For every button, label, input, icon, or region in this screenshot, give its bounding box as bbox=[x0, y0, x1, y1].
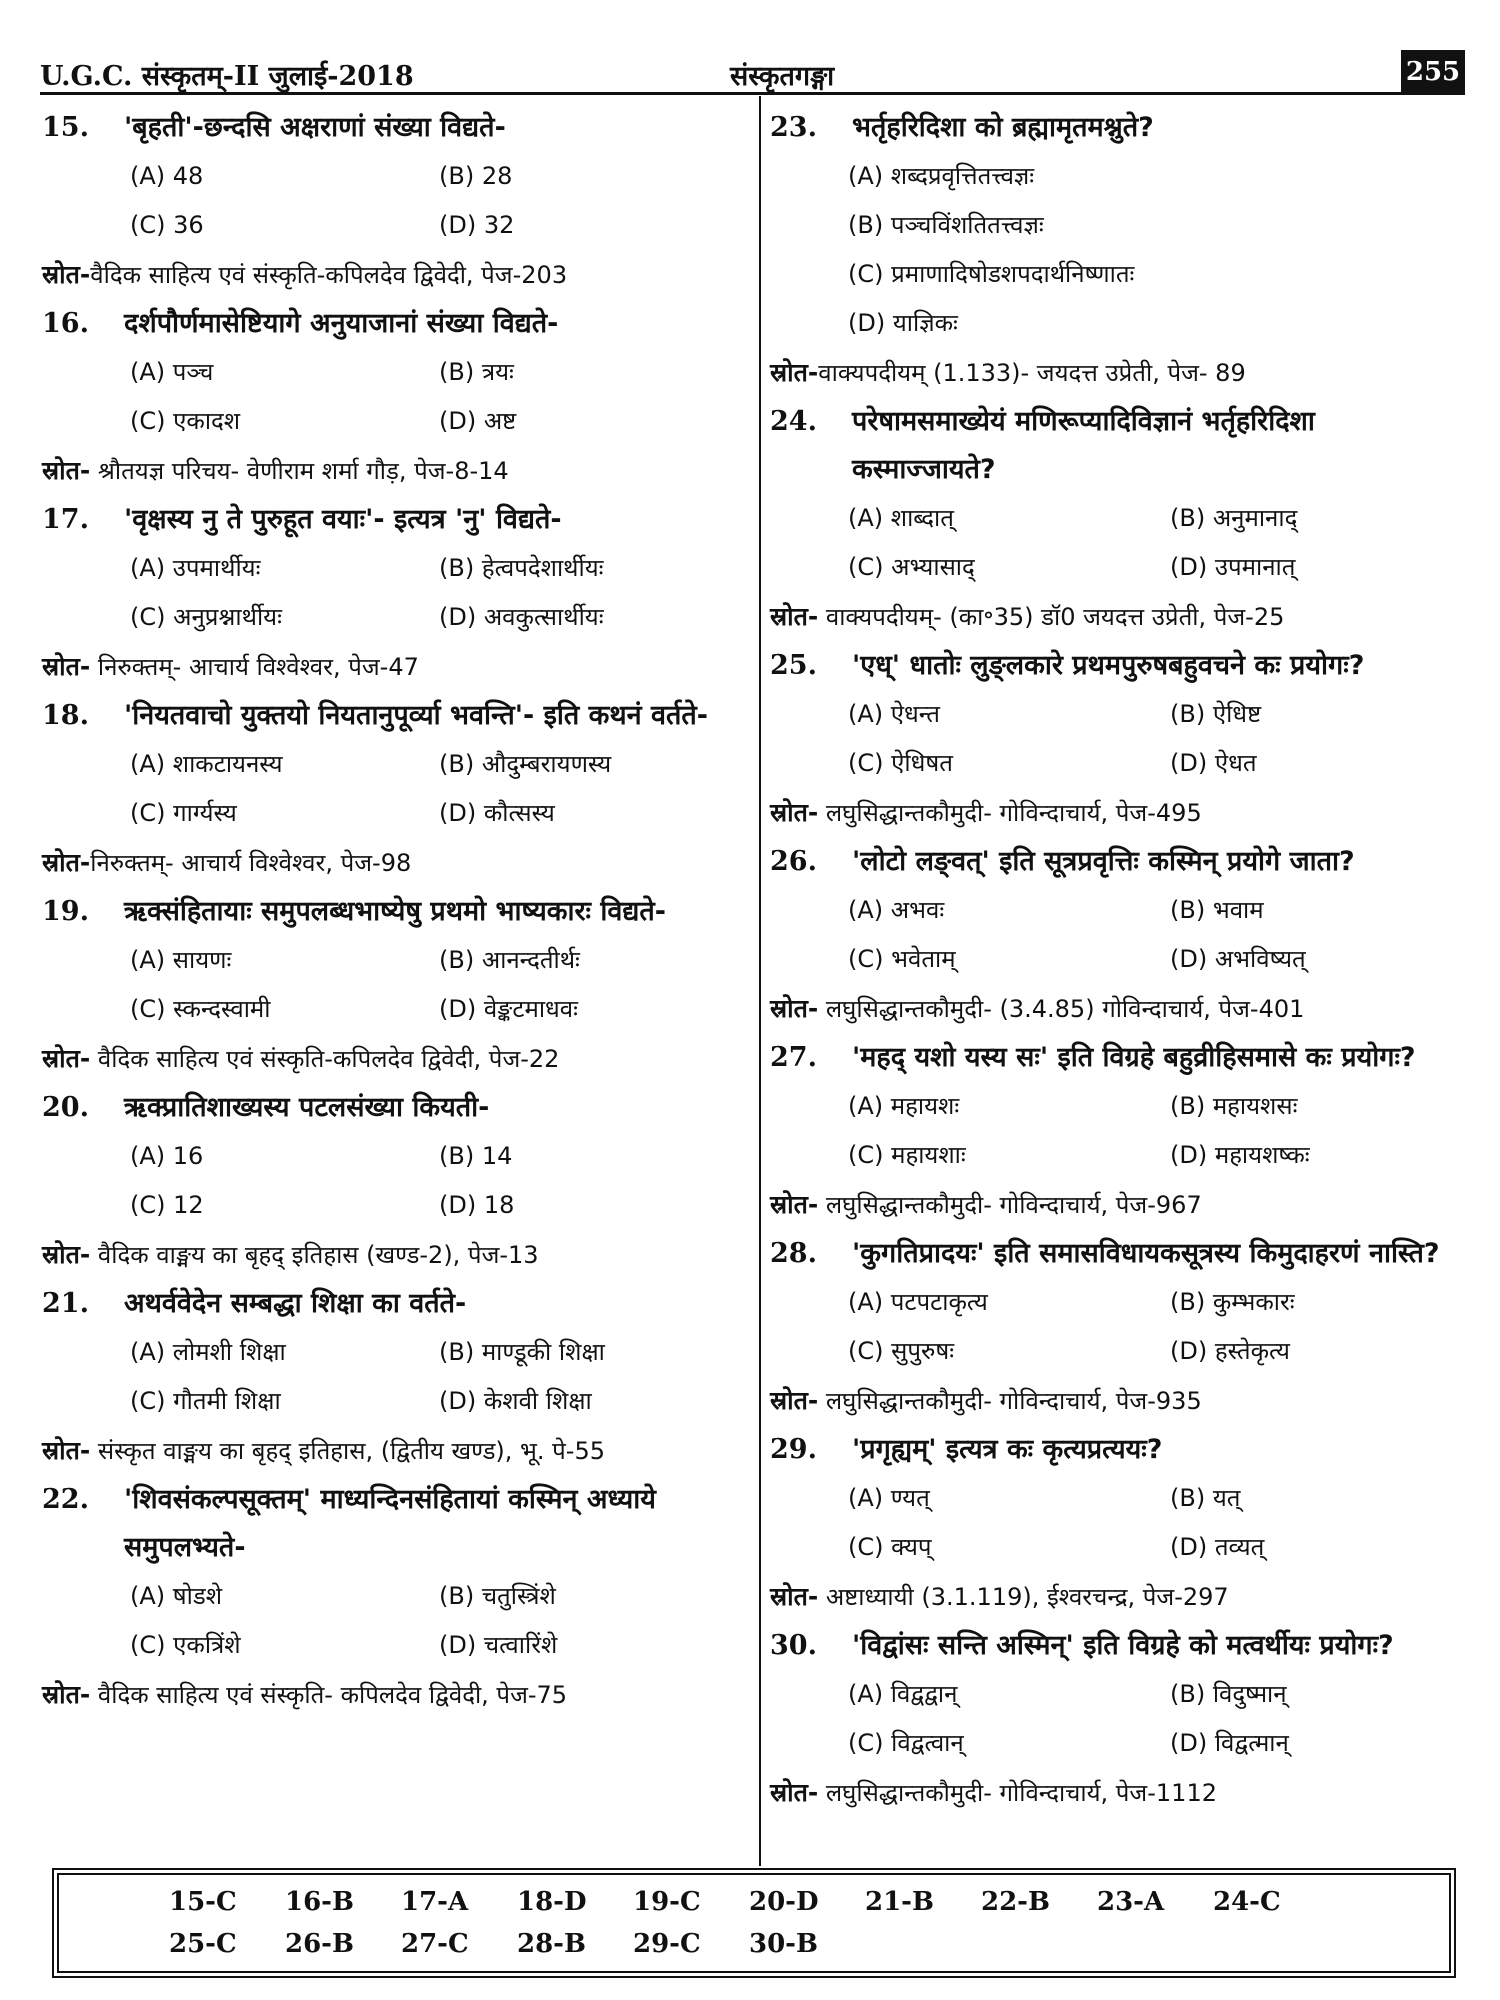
question-line bbox=[42, 1476, 748, 1572]
option-item: (D) महायशष्कः bbox=[1170, 1141, 1310, 1169]
answer-item: 17-A bbox=[401, 1887, 469, 1917]
question-number: 22. bbox=[42, 1484, 89, 1515]
option-item: (B) हेत्वपदेशार्थीयः bbox=[439, 554, 604, 582]
question-line bbox=[770, 642, 1465, 690]
source-text: वाक्यपदीयम्- (का॰35) डॉ0 जयदत्त उप्रेती, पेज-25 bbox=[818, 603, 1285, 631]
option-item: (C) 36 bbox=[130, 211, 204, 239]
options-grid bbox=[42, 152, 748, 250]
option-item: (D) अवकुत्सार्थीयः bbox=[439, 603, 604, 631]
option-item: (B) आनन्दतीर्थः bbox=[439, 946, 580, 974]
source-label: स्रोत- bbox=[42, 848, 91, 877]
question-text: 'बृहती'-छन्दसि अक्षराणां संख्या विद्यते- bbox=[124, 112, 506, 143]
option-item: (B) 14 bbox=[439, 1142, 513, 1170]
options-grid bbox=[770, 1670, 1465, 1768]
question-block bbox=[770, 642, 1465, 838]
answer-item: 21-B bbox=[865, 1887, 934, 1917]
column-divider bbox=[759, 96, 761, 1866]
source-line bbox=[770, 348, 1465, 398]
option-item: (C) विद्वत्वान् bbox=[848, 1729, 964, 1757]
source-label: स्रोत- bbox=[770, 1778, 819, 1807]
source-text: लघुसिद्धान्तकौमुदी- गोविन्दाचार्य, पेज-935 bbox=[818, 1387, 1202, 1415]
source-line bbox=[42, 1426, 748, 1476]
option-item: (C) महायशाः bbox=[848, 1141, 966, 1169]
question-line bbox=[42, 1084, 748, 1132]
question-number: 30. bbox=[770, 1630, 817, 1661]
answer-item: 27-C bbox=[401, 1929, 469, 1959]
option-item: (A) महायशः bbox=[848, 1092, 960, 1120]
options-grid bbox=[770, 1278, 1465, 1376]
source-line bbox=[770, 1376, 1465, 1426]
source-line bbox=[42, 642, 748, 692]
option-item: (D) 32 bbox=[439, 211, 515, 239]
options-grid bbox=[42, 1132, 748, 1230]
source-line bbox=[42, 250, 748, 300]
option-item: (A) शाब्दात् bbox=[848, 504, 954, 532]
source-text: वैदिक साहित्य एवं संस्कृति-कपिलदेव द्विवेदी, पेज-203 bbox=[90, 261, 568, 289]
question-line bbox=[770, 1622, 1465, 1670]
source-text: लघुसिद्धान्तकौमुदी- (3.4.85) गोविन्दाचार्य, पेज-401 bbox=[818, 995, 1305, 1023]
question-line bbox=[770, 1230, 1465, 1278]
options-grid bbox=[770, 152, 1465, 348]
source-label: स्रोत- bbox=[770, 1386, 819, 1415]
source-label: स्रोत- bbox=[770, 1582, 819, 1611]
source-label: स्रोत- bbox=[770, 1190, 819, 1219]
option-item: (C) एकत्रिंशे bbox=[130, 1631, 241, 1659]
source-text: वैदिक साहित्य एवं संस्कृति- कपिलदेव द्विवेदी, पेज-75 bbox=[90, 1681, 568, 1709]
question-text: 'वृक्षस्य नु ते पुरुहूत वयाः'- इत्यत्र 'नु' विद्यते- bbox=[124, 504, 562, 535]
option-item: (B) विदुष्मान् bbox=[1170, 1680, 1287, 1708]
source-line bbox=[42, 446, 748, 496]
option-item: (B) औदुम्बरायणस्य bbox=[439, 750, 612, 778]
answer-row bbox=[169, 1881, 1449, 1923]
option-item: (A) सायणः bbox=[130, 946, 232, 974]
answer-item: 20-D bbox=[749, 1887, 819, 1917]
source-label: स्रोत- bbox=[770, 994, 819, 1023]
option-item: (A) पटपटाकृत्य bbox=[848, 1288, 988, 1316]
question-text: 'महद् यशो यस्य सः' इति विग्रहे बहुव्रीहिसमासे कः प्रयोगः? bbox=[852, 1042, 1416, 1073]
question-number: 25. bbox=[770, 650, 817, 681]
question-block bbox=[770, 1034, 1465, 1230]
option-item: (D) उपमानात् bbox=[1170, 553, 1296, 581]
left-column bbox=[42, 104, 748, 1720]
source-label: स्रोत- bbox=[42, 1436, 91, 1465]
option-item: (B) महायशसः bbox=[1170, 1092, 1298, 1120]
question-number: 16. bbox=[42, 308, 89, 339]
option-item: (B) 28 bbox=[439, 162, 513, 190]
option-item: (D) अभविष्यत् bbox=[1170, 945, 1306, 973]
question-text: अथर्ववेदेन सम्बद्धा शिक्षा का वर्तते- bbox=[124, 1288, 467, 1319]
source-text: वाक्यपदीयम् (1.133)- जयदत्त उप्रेती, पेज- 89 bbox=[818, 359, 1246, 387]
question-block bbox=[42, 1084, 748, 1280]
page-header bbox=[40, 50, 1465, 95]
answer-item: 26-B bbox=[285, 1929, 354, 1959]
option-item: (B) ऐधिष्ट bbox=[1170, 700, 1262, 728]
option-item: (A) ण्यत् bbox=[848, 1484, 930, 1512]
question-block bbox=[770, 1622, 1465, 1818]
option-item: (D) चत्वारिंशे bbox=[439, 1631, 558, 1659]
answer-item: 19-C bbox=[633, 1887, 701, 1917]
option-item: (B) चतुस्त्रिंशे bbox=[439, 1582, 556, 1610]
source-line bbox=[770, 592, 1465, 642]
option-item: (D) ऐधत bbox=[1170, 749, 1257, 777]
question-text: दर्शपौर्णमासेष्टियागे अनुयाजानां संख्या विद्यते- bbox=[124, 308, 559, 339]
right-column bbox=[770, 104, 1465, 1818]
question-block bbox=[42, 496, 748, 692]
question-block bbox=[42, 888, 748, 1084]
option-item: (A) उपमार्थीयः bbox=[130, 554, 261, 582]
question-text: 'एध्' धातोः लुङ्लकारे प्रथमपुरुषबहुवचने कः प्रयोगः? bbox=[852, 650, 1365, 681]
options-grid bbox=[770, 494, 1465, 592]
option-item: (B) माण्डूकी शिक्षा bbox=[439, 1338, 605, 1366]
option-item: (A) ऐधन्त bbox=[848, 700, 940, 728]
answer-item: 18-D bbox=[517, 1887, 587, 1917]
option-item: (B) पञ्चविंशतितत्त्वज्ञः bbox=[848, 211, 1044, 239]
option-item: (C) अभ्यासाद् bbox=[848, 553, 975, 581]
options-grid bbox=[770, 690, 1465, 788]
question-block bbox=[42, 692, 748, 888]
header-series-title: संस्कृतगङ्गा bbox=[730, 61, 835, 92]
header-book-title: U.G.C. संस्कृतम्-II जुलाई-2018 bbox=[40, 61, 414, 92]
page-number: 255 bbox=[1401, 50, 1465, 94]
question-block bbox=[770, 1426, 1465, 1622]
option-item: (C) भवेताम् bbox=[848, 945, 956, 973]
question-number: 20. bbox=[42, 1092, 89, 1123]
option-item: (D) 18 bbox=[439, 1191, 515, 1219]
options-grid bbox=[42, 1572, 748, 1670]
source-line bbox=[770, 788, 1465, 838]
question-line bbox=[42, 496, 748, 544]
question-number: 19. bbox=[42, 896, 89, 927]
question-block bbox=[770, 104, 1465, 398]
options-grid bbox=[42, 544, 748, 642]
source-line bbox=[42, 1230, 748, 1280]
question-line bbox=[42, 888, 748, 936]
question-line bbox=[42, 692, 748, 740]
question-line bbox=[42, 104, 748, 152]
option-item: (C) क्यप् bbox=[848, 1533, 932, 1561]
question-number: 18. bbox=[42, 700, 89, 731]
answer-item: 23-A bbox=[1097, 1887, 1165, 1917]
question-text: ऋक्प्रातिशाख्यस्य पटलसंख्या कियती- bbox=[124, 1092, 490, 1123]
question-number: 15. bbox=[42, 112, 89, 143]
option-item: (C) गार्ग्यस्य bbox=[130, 799, 237, 827]
answer-item: 25-C bbox=[169, 1929, 237, 1959]
answer-item: 15-C bbox=[169, 1887, 237, 1917]
question-block bbox=[770, 1230, 1465, 1426]
source-text: लघुसिद्धान्तकौमुदी- गोविन्दाचार्य, पेज-967 bbox=[818, 1191, 1202, 1219]
answer-key-inner bbox=[57, 1873, 1451, 1973]
question-text: 'कुगतिप्रादयः' इति समासविधायकसूत्रस्य किमुदाहरणं नास्ति? bbox=[852, 1238, 1440, 1269]
source-line bbox=[770, 1572, 1465, 1622]
source-label: स्रोत- bbox=[42, 652, 91, 681]
source-line bbox=[770, 1180, 1465, 1230]
source-label: स्रोत- bbox=[42, 260, 91, 289]
option-item: (D) याज्ञिकः bbox=[848, 309, 958, 337]
option-item: (C) 12 bbox=[130, 1191, 204, 1219]
answer-row bbox=[169, 1923, 1449, 1965]
question-block bbox=[42, 1280, 748, 1476]
option-item: (A) 48 bbox=[130, 162, 204, 190]
options-grid bbox=[42, 936, 748, 1034]
question-number: 27. bbox=[770, 1042, 817, 1073]
option-item: (D) अष्ट bbox=[439, 407, 517, 435]
source-text: श्रौतयज्ञ परिचय- वेणीराम शर्मा गौड़, पेज-8-14 bbox=[90, 457, 509, 485]
option-item: (A) शाकटायनस्य bbox=[130, 750, 283, 778]
option-item: (D) वेङ्कटमाधवः bbox=[439, 995, 578, 1023]
source-text: लघुसिद्धान्तकौमुदी- गोविन्दाचार्य, पेज-1112 bbox=[818, 1779, 1217, 1807]
answer-item: 16-B bbox=[285, 1887, 354, 1917]
question-text: भर्तृहरिदिशा को ब्रह्मामृतमश्नुते? bbox=[852, 112, 1154, 143]
question-number: 28. bbox=[770, 1238, 817, 1269]
option-item: (D) तव्यत् bbox=[1170, 1533, 1265, 1561]
source-label: स्रोत- bbox=[42, 1240, 91, 1269]
question-block bbox=[770, 398, 1465, 642]
question-number: 24. bbox=[770, 406, 817, 437]
answer-item: 28-B bbox=[517, 1929, 586, 1959]
question-line bbox=[770, 398, 1465, 494]
option-item: (A) 16 bbox=[130, 1142, 204, 1170]
source-label: स्रोत- bbox=[42, 1044, 91, 1073]
source-text: वैदिक साहित्य एवं संस्कृति-कपिलदेव द्विवेदी, पेज-22 bbox=[90, 1045, 560, 1073]
option-item: (C) गौतमी शिक्षा bbox=[130, 1387, 281, 1415]
option-item: (B) त्रयः bbox=[439, 358, 514, 386]
options-grid bbox=[770, 1474, 1465, 1572]
option-item: (D) केशवी शिक्षा bbox=[439, 1387, 592, 1415]
option-item: (A) लोमशी शिक्षा bbox=[130, 1338, 286, 1366]
options-grid bbox=[770, 1082, 1465, 1180]
option-item: (B) अनुमानाद् bbox=[1170, 504, 1298, 532]
question-number: 21. bbox=[42, 1288, 89, 1319]
question-number: 29. bbox=[770, 1434, 817, 1465]
question-block bbox=[42, 300, 748, 496]
question-number: 23. bbox=[770, 112, 817, 143]
option-item: (A) विद्वद्वान् bbox=[848, 1680, 958, 1708]
question-line bbox=[770, 1034, 1465, 1082]
question-text: 'नियतवाचो युक्तयो नियतानुपूर्व्या भवन्ति'- इति कथनं वर्तते- bbox=[124, 700, 709, 731]
source-line bbox=[42, 1034, 748, 1084]
question-text: 'लोटो लङ्वत्' इति सूत्रप्रवृत्तिः कस्मिन् प्रयोगे जाता? bbox=[852, 846, 1355, 877]
question-line bbox=[42, 1280, 748, 1328]
question-block bbox=[42, 104, 748, 300]
source-line bbox=[770, 1768, 1465, 1818]
source-text: निरुक्तम्- आचार्य विश्वेश्वर, पेज-47 bbox=[90, 653, 419, 681]
source-text: निरुक्तम्- आचार्य विश्वेश्वर, पेज-98 bbox=[90, 849, 412, 877]
option-item: (D) हस्तेकृत्य bbox=[1170, 1337, 1290, 1365]
source-line bbox=[770, 984, 1465, 1034]
answer-item: 24-C bbox=[1213, 1887, 1281, 1917]
option-item: (C) प्रमाणादिषोडशपदार्थनिष्णातः bbox=[848, 260, 1135, 288]
answer-item: 22-B bbox=[981, 1887, 1050, 1917]
answer-key-box bbox=[52, 1868, 1456, 1978]
source-label: स्रोत- bbox=[770, 358, 819, 387]
source-label: स्रोत- bbox=[42, 1680, 91, 1709]
option-item: (C) एकादश bbox=[130, 407, 241, 435]
source-text: अष्टाध्यायी (3.1.119), ईश्वरचन्द्र, पेज-297 bbox=[818, 1583, 1229, 1611]
source-label: स्रोत- bbox=[42, 456, 91, 485]
options-grid bbox=[42, 740, 748, 838]
question-line bbox=[770, 1426, 1465, 1474]
source-text: लघुसिद्धान्तकौमुदी- गोविन्दाचार्य, पेज-495 bbox=[818, 799, 1202, 827]
source-label: स्रोत- bbox=[770, 798, 819, 827]
option-item: (C) ऐधिषत bbox=[848, 749, 953, 777]
option-item: (C) अनुप्रश्नार्थीयः bbox=[130, 603, 282, 631]
source-line bbox=[42, 838, 748, 888]
question-number: 26. bbox=[770, 846, 817, 877]
question-block bbox=[770, 838, 1465, 1034]
option-item: (B) भवाम bbox=[1170, 896, 1264, 924]
question-text: 'शिवसंकल्पसूक्तम्' माध्यन्दिनसंहितायां कस्मिन् अध्याये समुपलभ्यते- bbox=[124, 1484, 656, 1563]
options-grid bbox=[42, 348, 748, 446]
answer-item: 30-B bbox=[749, 1929, 818, 1959]
option-item: (C) सुपुरुषः bbox=[848, 1337, 955, 1365]
option-item: (A) षोडशे bbox=[130, 1582, 223, 1610]
question-text: 'प्रगृह्यम्' इत्यत्र कः कृत्यप्रत्ययः? bbox=[852, 1434, 1163, 1465]
source-text: संस्कृत वाङ्मय का बृहद् इतिहास, (द्वितीय खण्ड), भू. पे-55 bbox=[90, 1437, 605, 1465]
question-text: ऋक्संहितायाः समुपलब्धभाष्येषु प्रथमो भाष्यकारः विद्यते- bbox=[124, 896, 667, 927]
question-line bbox=[770, 838, 1465, 886]
option-item: (A) पञ्च bbox=[130, 358, 214, 386]
option-item: (B) कुम्भकारः bbox=[1170, 1288, 1295, 1316]
options-grid bbox=[770, 886, 1465, 984]
question-block bbox=[42, 1476, 748, 1720]
question-line bbox=[42, 300, 748, 348]
options-grid bbox=[42, 1328, 748, 1426]
source-label: स्रोत- bbox=[770, 602, 819, 631]
question-text: परेषामसमाख्येयं मणिरूप्यादिविज्ञानं भर्तृहरिदिशा कस्माज्जायते? bbox=[852, 406, 1315, 485]
question-text: 'विद्वांसः सन्ति अस्मिन्' इति विग्रहे को मत्वर्थीयः प्रयोगः? bbox=[852, 1630, 1394, 1661]
source-text: वैदिक वाङ्मय का बृहद् इतिहास (खण्ड-2), पेज-13 bbox=[90, 1241, 539, 1269]
source-line bbox=[42, 1670, 748, 1720]
option-item: (D) कौत्सस्य bbox=[439, 799, 555, 827]
option-item: (C) स्कन्दस्वामी bbox=[130, 995, 271, 1023]
option-item: (D) विद्वत्मान् bbox=[1170, 1729, 1289, 1757]
question-number: 17. bbox=[42, 504, 89, 535]
question-line bbox=[770, 104, 1465, 152]
option-item: (B) यत् bbox=[1170, 1484, 1241, 1512]
option-item: (A) अभवः bbox=[848, 896, 945, 924]
answer-item: 29-C bbox=[633, 1929, 701, 1959]
option-item: (A) शब्दप्रवृत्तितत्त्वज्ञः bbox=[848, 162, 1035, 190]
